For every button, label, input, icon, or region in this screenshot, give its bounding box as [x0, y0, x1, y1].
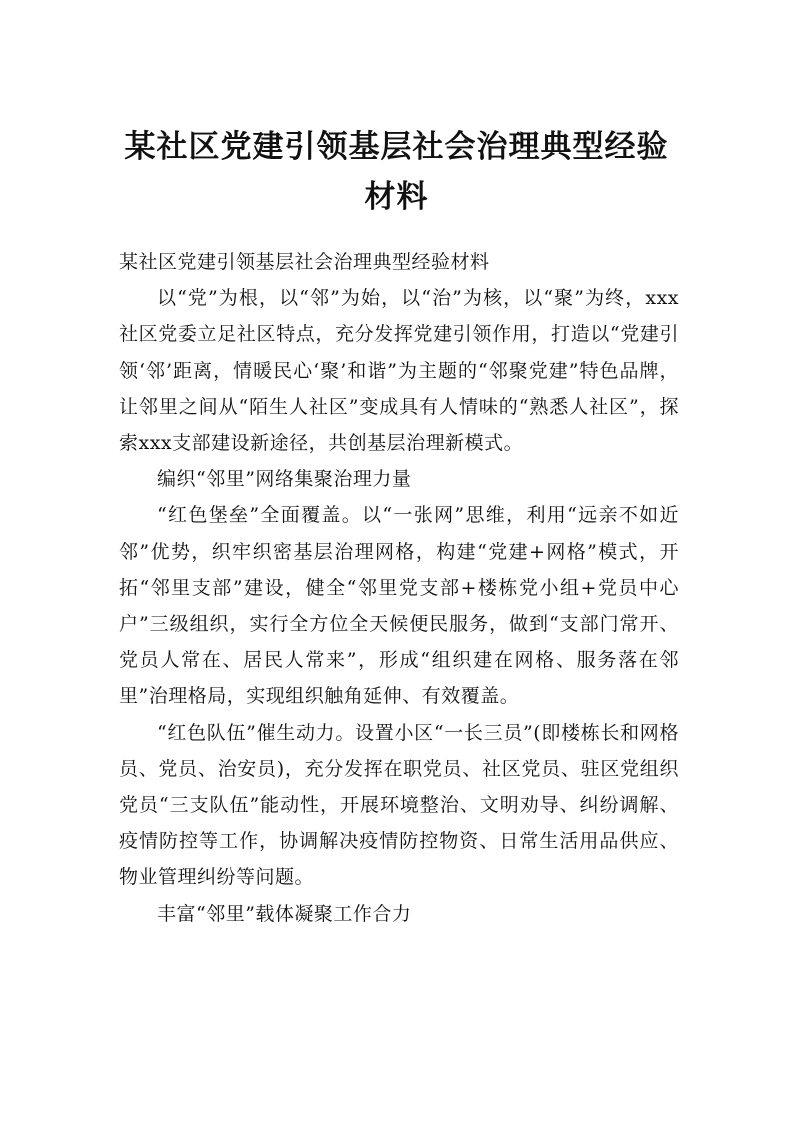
paragraph-red-team: “红色队伍”催生动力。设置小区“一长三员”(即楼栋长和网格员、党员、治安员)，充分发挥在职党员、社区党员、驻区党组织党员“三支队伍”能动性，开展环境整治、文明劝导、纠纷调解、疫情防控等工作，协调解决疫情防控物资、日常生活用品供应、物业管理纠纷等问题。 [119, 721, 679, 889]
intro-paragraph: 以“党”为根，以“邻”为始，以“治”为核，以“聚”为终，xxx社区党委立足社区特点，充分发挥党建引领作用，打造以“党建引领‘邻’距离，情暖民心‘聚’和谐”为主题的“邻聚党建”特色品牌，让邻里之间从“陌生人社区”变成具有人情味的“熟悉人社区”，探索xxx支部建设新途径，共创基层治理新模式。 [119, 287, 679, 455]
paragraph-red-fortress: “红色堡垒”全面覆盖。以“一张网”思维，利用“远亲不如近邻”优势，织牢织密基层治理网格，构建“党建+网格”模式，开拓“邻里支部”建设，健全“邻里党支部+楼栋党小组+党员中心户”三级组织，实行全方位全天候便民服务，做到“支部门常开、党员人常在、居民人常来”，形成“组织建在网格、服务落在邻里”治理格局，实现组织触角延伸、有效覆盖。 [119, 504, 679, 708]
document-body [119, 244, 679, 932]
section-heading-network: 编织“邻里”网络集聚治理力量 [157, 468, 412, 491]
document-title: 某社区党建引领基层社会治理典型经验材料 [124, 129, 669, 215]
section-heading-carrier: 丰富“邻里”载体凝聚工作合力 [157, 902, 412, 925]
document-subtitle: 某社区党建引领基层社会治理典型经验材料 [119, 251, 490, 273]
